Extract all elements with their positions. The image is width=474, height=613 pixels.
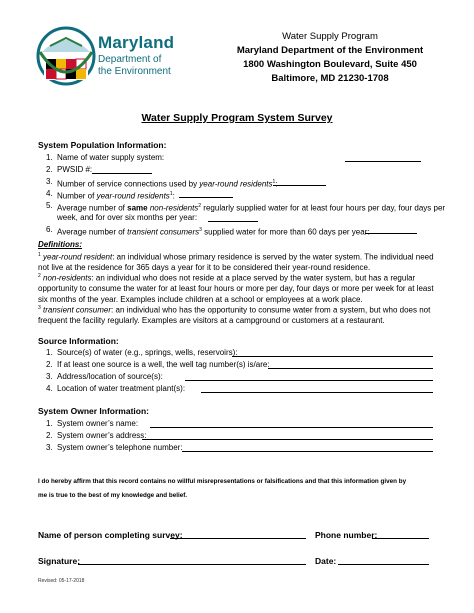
pop-item-4-num: 4.: [46, 189, 53, 198]
page-title: Water Supply Program System Survey: [141, 112, 333, 124]
pop-item-2-label: PWSID #:: [57, 165, 93, 174]
pop-item-3-label: Number of service connections used by year-round residents$^1$:: [57, 179, 278, 189]
own-item-3-label: System owner’s telephone number:: [57, 443, 183, 452]
owner-phone-field[interactable]: [182, 442, 433, 452]
pop-item-2-num: 2.: [46, 165, 53, 174]
source-heading: Source Information:: [38, 336, 119, 346]
pop-item-4-label: Number of year-round residents$^1$:: [57, 191, 175, 201]
header-program: Water Supply Program: [282, 31, 378, 42]
well-tag-field[interactable]: [268, 359, 433, 369]
owner-address-field[interactable]: [142, 430, 433, 440]
affirmation-line-1: I do hereby affirm that this record contains no willful misrepresentations or falsifications and that this information given by: [38, 478, 407, 485]
src-item-3-label: Address/location of source(s):: [57, 372, 163, 381]
src-item-1-label: Source(s) of water (e.g., springs, wells, reservoirs):: [57, 348, 238, 357]
name-field[interactable]: [170, 529, 306, 539]
signature-label: Signature:: [38, 556, 81, 566]
logo-name: Maryland: [98, 33, 175, 52]
own-item-2-num: 2.: [46, 431, 53, 440]
name-label: Name of person completing survey:: [38, 530, 183, 540]
date-label: Date:: [315, 556, 337, 566]
header-city: Baltimore, MD 21230-1708: [271, 73, 389, 84]
pop-item-1-label: Name of water supply system:: [57, 153, 165, 162]
definition-non-residents: $^2$ non-residents: an individual who does not reside at a place served by the water system, but has a regular opportunity to consume the water for at least four hours or more per day, four days or more per week for at least six months of the year. Examples include children at a school or employees at a work place.: [38, 273, 434, 304]
header-department: Maryland Department of the Environment: [236, 45, 424, 56]
source-address-field[interactable]: [185, 371, 433, 381]
owner-name-field[interactable]: [150, 418, 433, 428]
src-item-2-label: If at least one source is a well, the well tag number(s) is/are:: [57, 360, 270, 369]
src-item-3-num: 3.: [46, 372, 53, 381]
source-of-water-field[interactable]: [232, 347, 433, 357]
pop-item-5-cont: week, and for over six months per year:: [57, 213, 198, 222]
src-item-2-num: 2.: [46, 360, 53, 369]
src-item-4-label: Location of water treatment plant(s):: [57, 384, 186, 393]
pwsid-field[interactable]: [92, 164, 152, 174]
revision-date: Revised: 05-17-2018: [38, 578, 85, 584]
treatment-plant-field[interactable]: [201, 383, 433, 393]
own-item-1-label: System owner’s name:: [57, 419, 139, 428]
population-heading: System Population Information:: [38, 140, 167, 150]
maryland-seal-icon: [36, 22, 96, 94]
definition-transient: $^3$ transient consumer: an individual who has the opportunity to consume water from a system, but who does not frequent the facility regularly. Examples are visitors at a campground or customers at a restaurant.: [38, 305, 431, 326]
definitions-heading: Definitions:: [38, 240, 82, 249]
service-connections-field[interactable]: [273, 176, 326, 186]
logo-dept-line1: Department of: [98, 54, 162, 65]
transient-consumers-field[interactable]: [365, 224, 417, 234]
src-item-1-num: 1.: [46, 348, 53, 357]
own-item-2-label: System owner’s address:: [57, 431, 147, 440]
own-item-1-num: 1.: [46, 419, 53, 428]
logo-dept-line2: the Environment: [98, 66, 171, 77]
date-field[interactable]: [338, 555, 429, 565]
pop-item-1-num: 1.: [46, 153, 53, 162]
pop-item-6-label: Average number of transient consumers$^3$ supplied water for more than 60 days per year:: [57, 227, 370, 237]
affirmation-line-2: me is true to the best of my knowledge and belief.: [38, 492, 188, 499]
pop-item-3-num: 3.: [46, 177, 53, 186]
signature-field[interactable]: [78, 555, 306, 565]
non-residents-field[interactable]: [208, 212, 258, 222]
own-item-3-num: 3.: [46, 443, 53, 452]
header-street: 1800 Washington Boulevard, Suite 450: [243, 59, 417, 70]
pop-item-6-num: 6.: [46, 225, 53, 234]
system-name-field[interactable]: [345, 152, 421, 162]
year-round-residents-field[interactable]: [179, 188, 233, 198]
definition-year-round: $^1$ year-round resident: an individual whose primary residence is served by the water system. The individual need not live at the residence for 365 days a year for it to be considered their year-round residence.: [38, 252, 434, 273]
phone-label: Phone number:: [315, 530, 378, 540]
src-item-4-num: 4.: [46, 384, 53, 393]
owner-heading: System Owner Information:: [38, 406, 149, 416]
pop-item-5-label: Average number of same non-residents$^2$ regularly supplied water for at least four hours per day, four days per: [57, 203, 446, 213]
pop-item-5-num: 5.: [46, 201, 53, 210]
phone-field[interactable]: [372, 529, 429, 539]
